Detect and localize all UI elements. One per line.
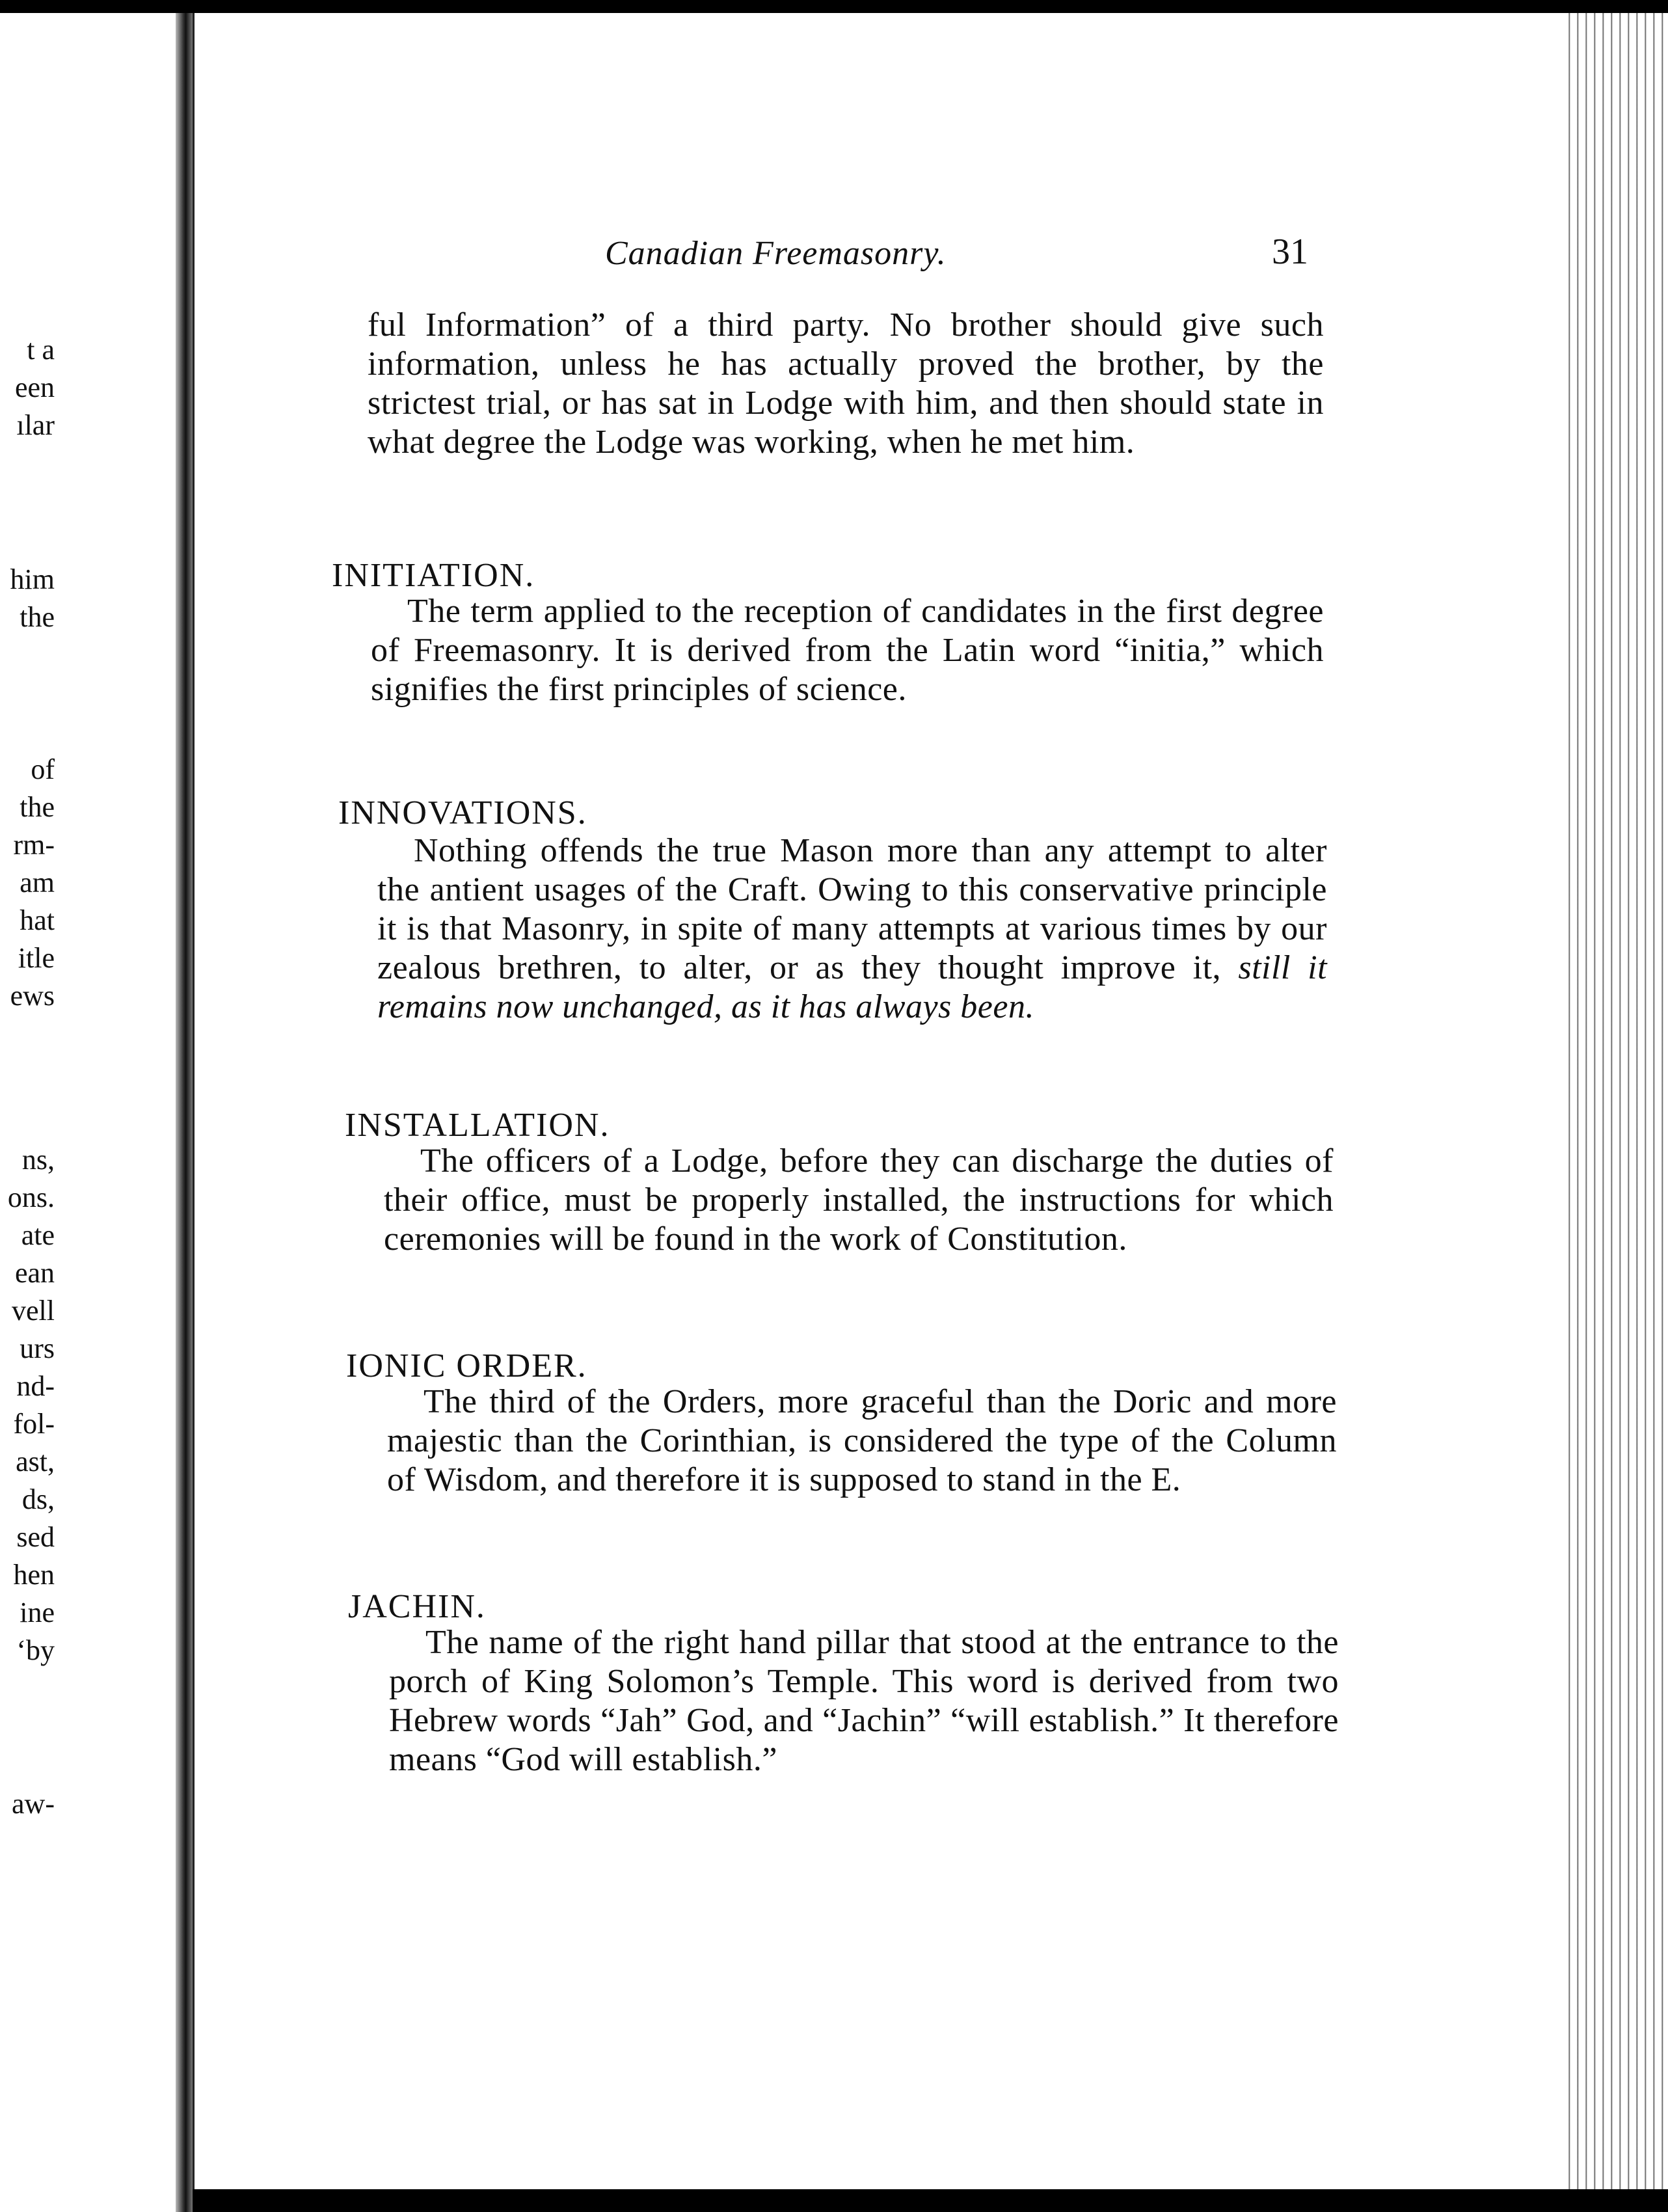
facing-page-fragment: ate [21, 1219, 55, 1251]
facing-page-fragment: urs [20, 1332, 55, 1364]
facing-page-fragment: rm- [13, 829, 55, 861]
facing-page-fragment: nd- [16, 1370, 55, 1402]
facing-page-fragment: ons. [7, 1181, 55, 1213]
entry-heading-innovations: INNOVATIONS. [338, 794, 587, 831]
facing-page-fragment: t a [27, 334, 55, 366]
facing-page-fragment: ine [20, 1597, 55, 1628]
facing-page-fragment: him [10, 563, 55, 595]
facing-page-fragment: ews [10, 980, 55, 1012]
facing-page-fragment: aw- [12, 1788, 55, 1820]
facing-page-fragment: ns, [21, 1144, 55, 1176]
entry-text-initiation: The term applied to the reception of candidates in the first degree of Freemasonry. It is derived from the Latin word “initia,” which signifies the first principles of science. [371, 593, 1324, 708]
entry-heading-initiation: INITIATION. [332, 557, 535, 594]
facing-page-fragment: itle [18, 942, 55, 974]
facing-page-fragment: ean [14, 1257, 55, 1289]
facing-page-fragment: am [20, 867, 55, 898]
entry-heading-installation: INSTALLATION. [345, 1107, 610, 1144]
facing-page-fragment: the [20, 601, 55, 633]
entry-text-innovations-italic: still it remains now unchanged, as it has always been. [377, 949, 1328, 1025]
facing-page-fragment: fol- [13, 1408, 55, 1440]
scan-bottom-border [193, 2189, 1668, 2212]
entry-text-jachin: The name of the right hand pillar that stood at the entrance to the porch of King Solomon’s Temple. This word is derived from two Hebrew words “Jah” God, and “Jachin” “will establish.” It therefore means “God will establish.” [389, 1624, 1339, 1778]
facing-page-fragment: sed [16, 1521, 55, 1553]
entry-text-ionic-order: The third of the Orders, more graceful than the Doric and more majestic than the Corinthian, is considered the type of the Column of Wisdom, and therefore it is supposed to stand in the E. [387, 1383, 1337, 1498]
entry-heading-jachin: JACHIN. [348, 1588, 486, 1625]
entry-heading-ionic-order: IONIC ORDER. [346, 1347, 587, 1384]
page-edges [1562, 13, 1668, 2212]
facing-page-fragment: ‘by [16, 1634, 55, 1666]
facing-page-fragment: of [31, 753, 55, 785]
facing-page-fragment: ılar [16, 409, 55, 441]
page-number: 31 [1272, 232, 1308, 272]
entry-text-innovations [377, 831, 1327, 1027]
entry-text-innovations-roman: Nothing offends the true Mason more than any attempt to alter the antient usages of the Craft. Owing to this conservative principle it is that Masonry, in spite of many attempts at various times by our zealous brethren, to alter, or as they thought improve it, [377, 832, 1327, 986]
book-gutter [176, 13, 193, 2212]
facing-page-edge [0, 13, 185, 2212]
running-title: Canadian Freemasonry. [605, 235, 947, 272]
facing-page-fragment: vell [12, 1295, 55, 1327]
facing-page-fragment: ds, [21, 1483, 55, 1515]
continuation-paragraph: ful Information” of a third party. No brother should give such information, unless he has actually proved the brother, by the strictest trial, or has sat in Lodge with him, and then should state in what degree the Lodge was working, when he met him. [368, 306, 1324, 461]
entry-text-installation: The officers of a Lodge, before they can discharge the duties of their office, must be properly installed, the instructions for which ceremonies will be found in the work of Constitution. [384, 1142, 1334, 1258]
scan-top-border [0, 0, 1668, 13]
facing-page-fragment: een [14, 371, 55, 403]
facing-page-fragment: hat [20, 904, 55, 936]
facing-page-fragment: ast, [16, 1446, 55, 1477]
facing-page-fragment: hen [13, 1559, 55, 1591]
facing-page-fragment: the [20, 791, 55, 823]
